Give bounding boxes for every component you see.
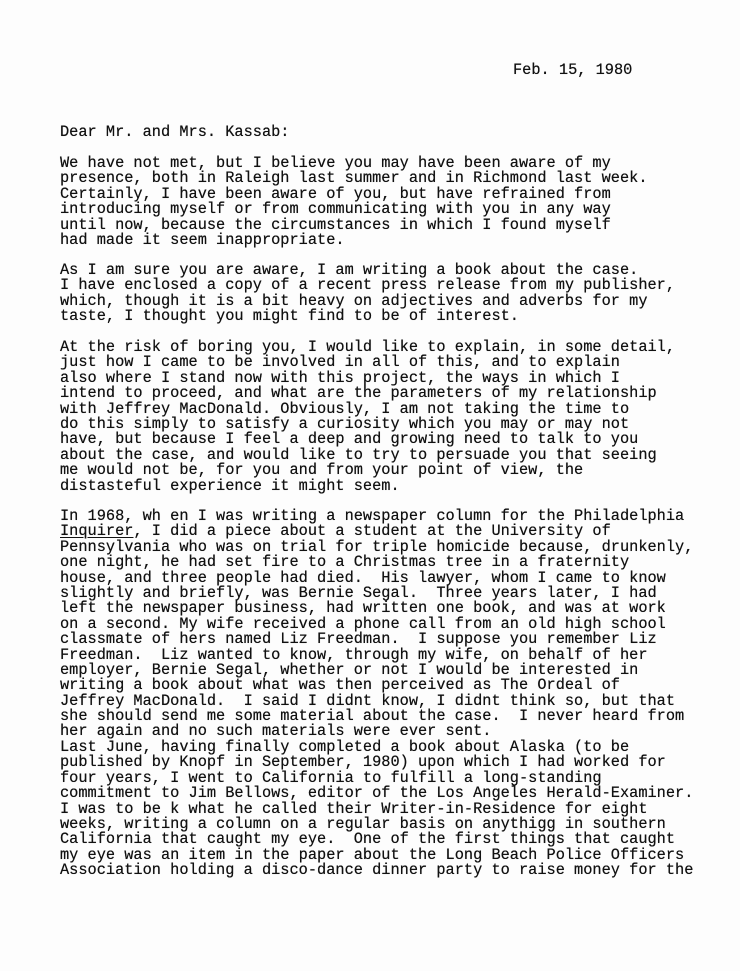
paragraph-5 [60, 740, 693, 879]
text-line: had made it seem inappropriate. [60, 230, 345, 249]
text-line: until now, because the circumstances in which I found myself [60, 215, 611, 234]
text-line: four years, I went to California to fulfill a long-standing [60, 768, 602, 787]
paragraph-2 [60, 263, 675, 325]
text-line: slightly and briefly, was Bernie Segal. Three years later, I had [60, 583, 657, 602]
text-line: weeks, writing a column on a regular basis on anythigg in southern [60, 814, 666, 833]
text-line: introducing myself or from communicating with you in any way [60, 200, 611, 219]
text-line: taste, I thought you might find to be of interest. [60, 307, 519, 326]
text-line: In 1968, wh en I was writing a newspaper column for the Philadelphia [60, 507, 685, 525]
text-line: have, but because I feel a deep and growing need to talk to you [60, 430, 639, 449]
text-line: which, though it is a bit heavy on adjectives and adverbs for my [60, 291, 648, 310]
text-line: Jeffrey MacDonald. I said I didnt know, I didnt think so, but that [60, 691, 676, 710]
text-line: one night, he had set fire to a Christmas tree in a fraternity [60, 553, 630, 572]
text-line: do this simply to satisfy a curiosity which you may or may not [60, 414, 630, 433]
text-line: she should send me some material about the case. I never heard from [60, 707, 685, 726]
text-line: Freedman. Liz wanted to know, through my wife, on behalf of her [60, 645, 648, 664]
text-line: intend to proceed, and what are the parameters of my relationship [60, 384, 657, 403]
salutation: Dear Mr. and Mrs. Kassab: [60, 123, 290, 141]
text-line: my eye was an item in the paper about the Long Beach Police Officers [60, 845, 685, 864]
text-line: We have not met, but I believe you may have been aware of my [60, 154, 611, 172]
text-line: about the case, and would like to try to persuade you that seeing [60, 445, 657, 464]
text-line: her again and no such materials were ever sent. [60, 722, 492, 741]
text-line: I was to be k what he called their Writer-in-Residence for eight [60, 799, 648, 818]
text-line: me would not be, for you and from your point of view, the [60, 461, 584, 480]
text-line: left the newspaper business, had written one book, and was at work [60, 599, 666, 618]
text-line: employer, Bernie Segal, whether or not I would be interested in [60, 660, 639, 679]
paragraph-4 [60, 509, 693, 740]
text-line: distasteful experience it might seem. [60, 476, 400, 495]
text-fragment: , I did a piece about a student at the University of [133, 522, 611, 541]
text-line: house, and three people had died. His lawyer, whom I came to know [60, 568, 666, 587]
text-line: California that caught my eye. One of the first things that caught [60, 830, 676, 849]
text-line: I have enclosed a copy of a recent press release from my publisher, [60, 276, 676, 295]
text-line: At the risk of boring you, I would like to explain, in some detail, [60, 338, 676, 356]
text-line: writing a book about what was then perceived as The Ordeal of [60, 676, 620, 695]
underlined-newspaper-name: Inquirer [60, 522, 134, 541]
paragraph-1 [60, 156, 648, 248]
text-line: with Jeffrey MacDonald. Obviously, I am not taking the time to [60, 399, 630, 418]
text-line: Last June, having finally completed a book about Alaska (to be [60, 738, 630, 756]
text-line: on a second. My wife received a phone call from an old high school [60, 614, 666, 633]
text-line: Pennsylvania who was on trial for triple homicide because, drunkenly, [60, 537, 694, 556]
letter-date: Feb. 15, 1980 [513, 61, 633, 79]
text-line: also where I stand now with this project, the ways in which I [60, 368, 620, 387]
text-line: just how I came to be involved in all of this, and to explain [60, 353, 620, 372]
text-line: classmate of hers named Liz Freedman. I suppose you remember Liz [60, 630, 657, 649]
text-line: As I am sure you are aware, I am writing a book about the case. [60, 261, 639, 279]
text-line: commitment to Jim Bellows, editor of the Los Angeles Herald-Examiner. [60, 784, 694, 803]
text-line: Certainly, I have been aware of you, but have refrained from [60, 184, 611, 203]
paragraph-3 [60, 340, 675, 494]
text-line: Association holding a disco-dance dinner party to raise money for the [60, 861, 694, 880]
text-line: presence, both in Raleigh last summer and in Richmond last week. [60, 169, 648, 188]
text-line: published by Knopf in September, 1980) upon which I had worked for [60, 753, 666, 772]
